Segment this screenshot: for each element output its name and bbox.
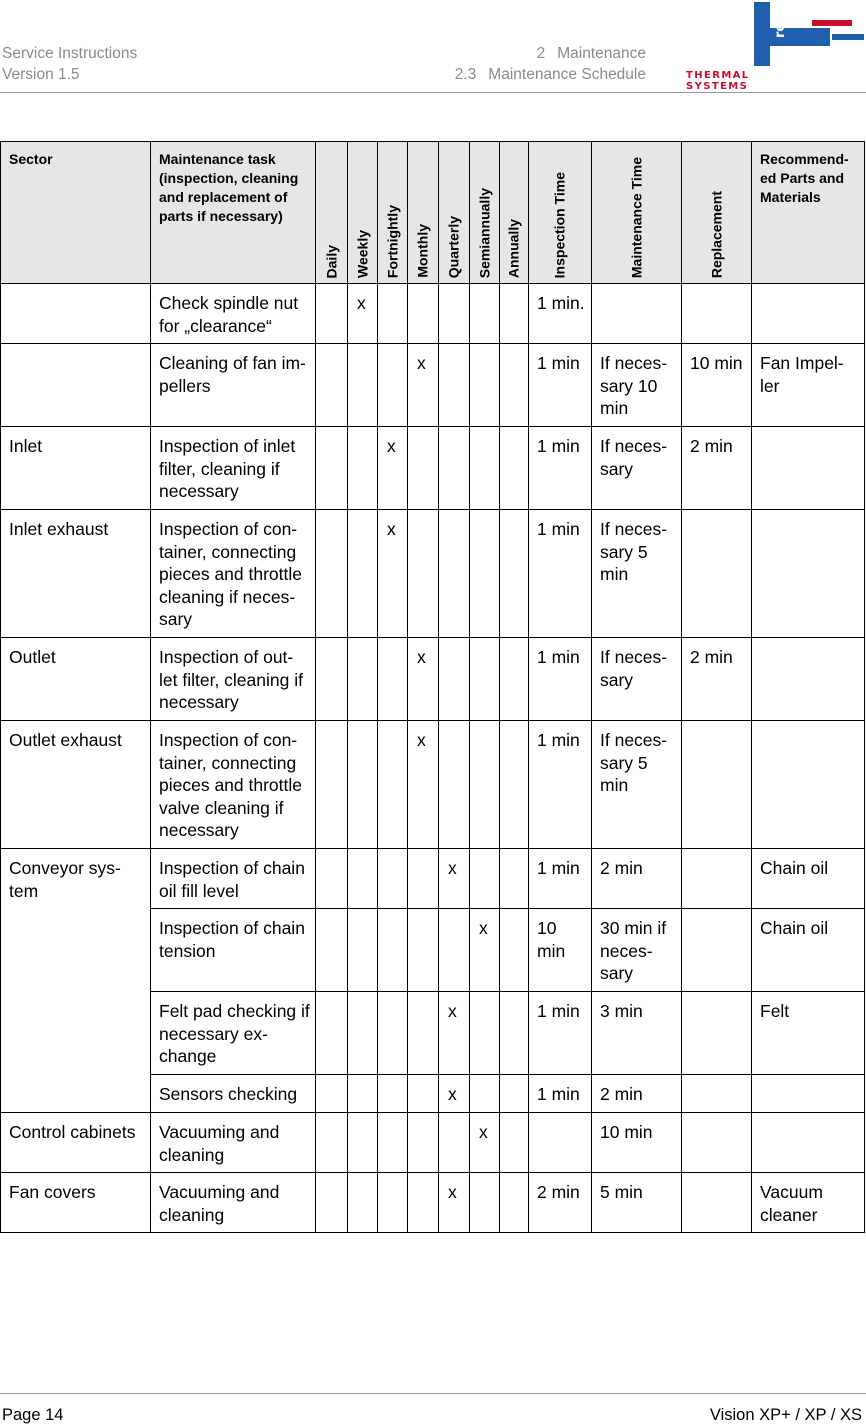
cell-task: Vacuuming and cleaning xyxy=(151,1113,316,1173)
cell-parts xyxy=(752,510,865,638)
logo-subtitle: THERMAL SYSTEMS xyxy=(686,70,750,92)
cell-parts: Chain oil xyxy=(752,909,865,992)
cell-quarterly: x xyxy=(439,849,470,909)
cell-maintenance: 2 min xyxy=(592,1075,682,1113)
cell-sector xyxy=(1,344,151,427)
cell-maintenance: If neces-sary xyxy=(592,638,682,721)
cell-parts xyxy=(752,1075,865,1113)
cell-semiannually: x xyxy=(470,1113,500,1173)
cell-replacement xyxy=(682,849,752,909)
section-title: Maintenance Schedule xyxy=(488,65,646,83)
header-annually: Annually xyxy=(500,142,529,284)
cell-maintenance: 5 min xyxy=(592,1173,682,1233)
cell-task: Inspection of con-tainer, connecting pieces and throttle cleaning if neces-sary xyxy=(151,510,316,638)
cell-replacement xyxy=(682,1075,752,1113)
cell-task: Inspection of out-let filter, cleaning if necessary xyxy=(151,638,316,721)
section-number: 2.3 xyxy=(454,65,477,83)
cell-replacement xyxy=(682,510,752,638)
table-row xyxy=(1,721,865,849)
cell-inspection xyxy=(529,1113,592,1173)
cell-inspection: 1 min xyxy=(529,721,592,849)
cell-task: Check spindle nut for „clearance“ xyxy=(151,284,316,344)
cell-maintenance: If neces-sary 5 min xyxy=(592,510,682,638)
cell-monthly: x xyxy=(408,721,439,849)
cell-replacement: 2 min xyxy=(682,638,752,721)
table-row xyxy=(1,344,865,427)
cell-maintenance: 30 min if neces-sary xyxy=(592,909,682,992)
cell-sector: Conveyor sys-tem xyxy=(1,849,151,1113)
table-row xyxy=(1,849,865,909)
footer-divider xyxy=(0,1393,866,1394)
chapter-number: 2 xyxy=(536,45,546,62)
cell-sector: Outlet exhaust xyxy=(1,721,151,849)
cell-maintenance: If neces-sary 10 min xyxy=(592,344,682,427)
cell-task: Sensors checking xyxy=(151,1075,316,1113)
cell-maintenance: If neces-sary 5 min xyxy=(592,721,682,849)
cell-replacement: 10 min xyxy=(682,344,752,427)
header-inspection-time: Inspection Time xyxy=(529,142,592,284)
cell-task: Inspection of con-tainer, connecting pieces and throttle valve cleaning if necessary xyxy=(151,721,316,849)
cell-parts xyxy=(752,284,865,344)
header-fortnightly: Fortnightly xyxy=(378,142,408,284)
cell-quarterly: x xyxy=(439,992,470,1075)
cell-maintenance: 10 min xyxy=(592,1113,682,1173)
cell-sector: Outlet xyxy=(1,638,151,721)
cell-task: Cleaning of fan im-pellers xyxy=(151,344,316,427)
cell-replacement: 2 min xyxy=(682,427,752,510)
header-replacement: Replacement xyxy=(682,142,752,284)
cell-parts xyxy=(752,638,865,721)
cell-task: Inspection of chain tension xyxy=(151,909,316,992)
cell-inspection: 2 min xyxy=(529,1173,592,1233)
cell-parts xyxy=(752,1113,865,1173)
table-header-row xyxy=(1,142,865,284)
header-parts: Recommend-ed Parts and Materials xyxy=(752,142,865,284)
rehm-logo xyxy=(686,0,866,92)
cell-replacement xyxy=(682,992,752,1075)
table-row xyxy=(1,1113,865,1173)
product-name: Vision XP+ / XP / XS xyxy=(709,1406,862,1424)
cell-sector: Inlet exhaust xyxy=(1,510,151,638)
cell-task: Felt pad checking if necessary ex-change xyxy=(151,992,316,1075)
header-sector: Sector xyxy=(1,142,151,284)
cell-inspection: 1 min xyxy=(529,1075,592,1113)
header-divider xyxy=(0,92,866,93)
cell-quarterly: x xyxy=(439,1173,470,1233)
cell-fortnightly: x xyxy=(378,510,408,638)
cell-semiannually: x xyxy=(470,909,500,992)
cell-task: Inspection of chain oil fill level xyxy=(151,849,316,909)
cell-maintenance: 3 min xyxy=(592,992,682,1075)
cell-sector xyxy=(1,284,151,344)
rehm-logo-mark-icon xyxy=(686,0,866,70)
cell-monthly: x xyxy=(408,344,439,427)
cell-inspection: 1 min xyxy=(529,992,592,1075)
doc-version: Version 1.5 xyxy=(2,65,80,83)
header-task: Maintenance task (inspection, cleaning and replacement of parts if necessary) xyxy=(151,142,316,284)
header-right xyxy=(420,44,646,85)
header-semiannually: Semiannually xyxy=(470,142,500,284)
cell-parts xyxy=(752,721,865,849)
cell-replacement xyxy=(682,1113,752,1173)
logo-wordmark: rehm xyxy=(773,0,788,38)
cell-inspection: 1 min xyxy=(529,344,592,427)
cell-inspection: 1 min xyxy=(529,427,592,510)
cell-sector: Inlet xyxy=(1,427,151,510)
page-number: Page 14 xyxy=(2,1406,64,1424)
header-maintenance-time: Maintenance Time xyxy=(592,142,682,284)
cell-maintenance xyxy=(592,284,682,344)
cell-quarterly: x xyxy=(439,1075,470,1113)
cell-inspection: 1 min xyxy=(529,638,592,721)
cell-inspection: 1 min xyxy=(529,510,592,638)
cell-replacement xyxy=(682,284,752,344)
cell-parts xyxy=(752,427,865,510)
cell-parts: Vacuum cleaner xyxy=(752,1173,865,1233)
cell-replacement xyxy=(682,721,752,849)
maintenance-schedule-table xyxy=(0,141,865,1233)
header-weekly: Weekly xyxy=(348,142,378,284)
cell-task: Vacuuming and cleaning xyxy=(151,1173,316,1233)
cell-monthly: x xyxy=(408,638,439,721)
header-quarterly: Quarterly xyxy=(439,142,470,284)
cell-replacement xyxy=(682,1173,752,1233)
cell-sector: Control cabinets xyxy=(1,1113,151,1173)
cell-inspection: 1 min xyxy=(529,849,592,909)
cell-inspection: 10 min xyxy=(529,909,592,992)
cell-sector: Fan covers xyxy=(1,1173,151,1233)
table-row xyxy=(1,638,865,721)
cell-task: Inspection of inlet filter, cleaning if necessary xyxy=(151,427,316,510)
table-row xyxy=(1,510,865,638)
chapter-title: Maintenance xyxy=(557,45,646,62)
header-monthly: Monthly xyxy=(408,142,439,284)
cell-inspection: 1 min. xyxy=(529,284,592,344)
cell-replacement xyxy=(682,909,752,992)
header-daily: Daily xyxy=(316,142,348,284)
cell-fortnightly: x xyxy=(378,427,408,510)
doc-title: Service Instructions xyxy=(2,45,138,62)
table-row xyxy=(1,427,865,510)
header-left xyxy=(2,44,137,85)
cell-parts: Fan Impel-ler xyxy=(752,344,865,427)
table-row xyxy=(1,284,865,344)
cell-parts: Chain oil xyxy=(752,849,865,909)
table-row xyxy=(1,1173,865,1233)
cell-weekly: x xyxy=(348,284,378,344)
cell-parts: Felt xyxy=(752,992,865,1075)
cell-maintenance: If neces-sary xyxy=(592,427,682,510)
cell-maintenance: 2 min xyxy=(592,849,682,909)
